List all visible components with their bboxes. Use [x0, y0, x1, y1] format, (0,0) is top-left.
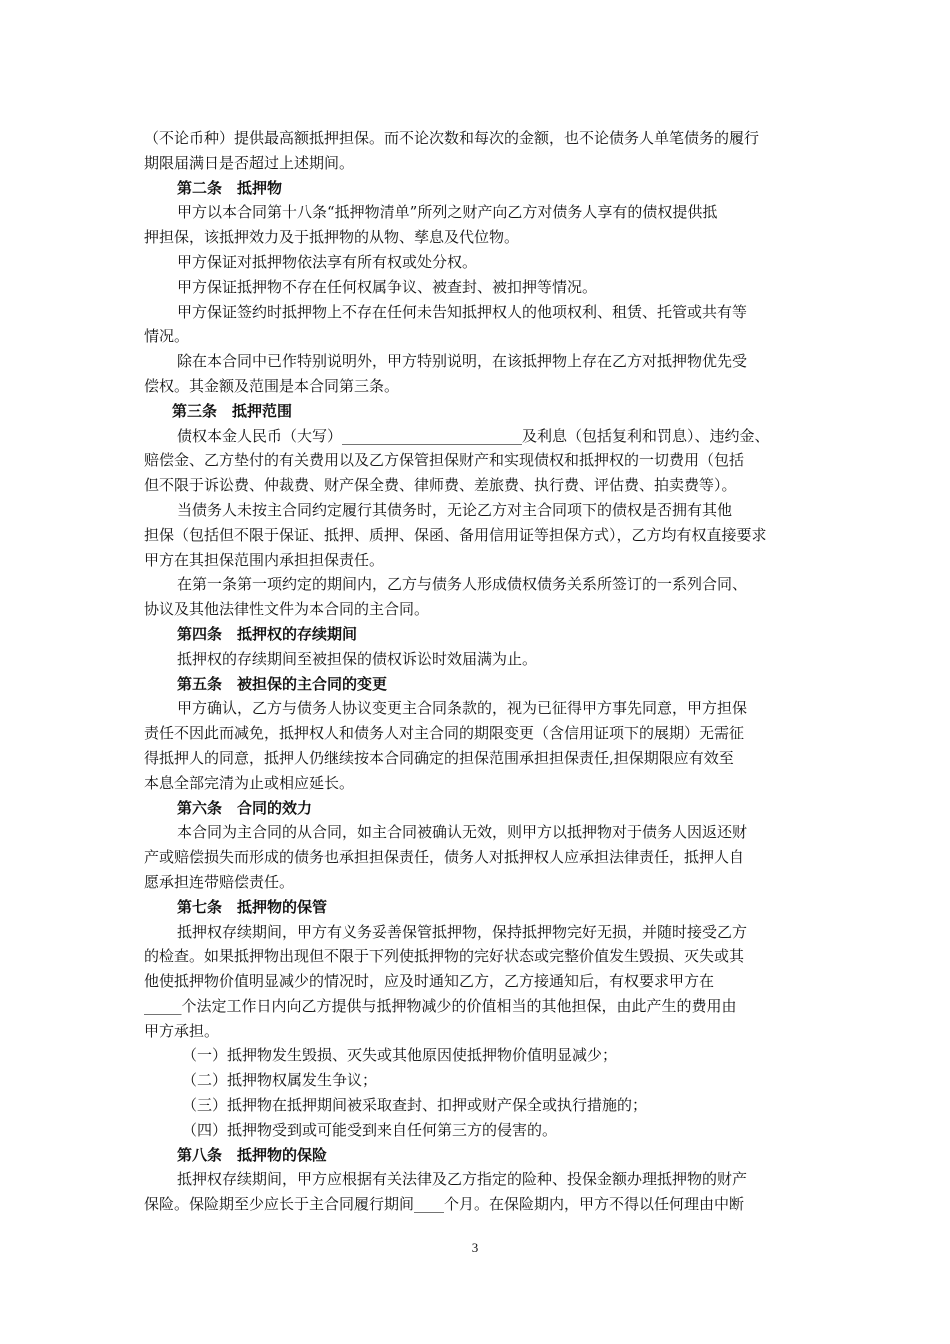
text-line: （二）抵押物权属发生争议；	[182, 1071, 378, 1090]
text-line: 抵押权存续期间，甲方有义务妥善保管抵押物，保持抵押物完好无损，并随时接受乙方	[177, 922, 748, 941]
article-heading: 第八条 抵押物的保险	[177, 1145, 328, 1164]
text-line: （不论币种）提供最高额抵押担保。而不论次数和每次的金额，也不论债务人单笔债务的履行	[144, 129, 760, 147]
text-line: 期限届满日是否超过上述期间。	[144, 153, 355, 172]
text-line: 甲方保证签约时抵押物上不存在任何未告知抵押权人的他项权利、租赁、托管或共有等	[177, 302, 748, 321]
text-line: 但不限于诉讼费、仲裁费、财产保全费、律师费、差旅费、执行费、评估费、拍卖费等）。	[144, 476, 737, 495]
text-line: 除在本合同中已作特别说明外，甲方特别说明，在该抵押物上存在乙方对抵押物优先受	[177, 352, 748, 371]
text-line: 他使抵押物价值明显减少的情况时，应及时通知乙方，乙方接通知后，有权要求甲方在	[144, 972, 715, 991]
text-line: 甲方确认，乙方与债务人协议变更主合同条款的，视为已征得甲方事先同意，甲方担保	[177, 699, 748, 718]
text-line: 押担保，该抵押效力及于抵押物的从物、孳息及代位物。	[144, 228, 520, 247]
document-body	[144, 126, 808, 1217]
text-line: 愿承担连带赔偿责任。	[144, 872, 295, 891]
text-line: 保险。保险期至少应长于主合同履行期间____个月。在保险期内，甲方不得以任何理由中断	[144, 1195, 745, 1214]
text-line: 债权本金人民币（大写）________________________及利息（包括复利和罚息）、违约金、	[177, 426, 770, 445]
article-heading: 第三条 抵押范围	[172, 401, 293, 420]
text-line: 甲方承担。	[144, 1021, 220, 1040]
text-line: 的检查。如果抵押物出现但不限于下列使抵押物的完好状态或完整价值发生毁损、灭失或其	[144, 947, 745, 966]
text-line: 当债务人未按主合同约定履行其债务时，无论乙方对主合同项下的债权是否拥有其他	[177, 500, 733, 519]
article-heading: 第六条 合同的效力	[177, 798, 313, 817]
text-line: 甲方保证对抵押物依法享有所有权或处分权。	[177, 252, 478, 271]
text-line: _____个法定工作日内向乙方提供与抵押物减少的价值相当的其他担保，由此产生的费用由	[144, 996, 737, 1015]
text-line: 甲方保证抵押物不存在任何权属争议、被查封、被扣押等情况。	[177, 277, 598, 296]
text-line: 在第一条第一项约定的期间内，乙方与债务人形成债权债务关系所签订的一系列合同、	[177, 575, 748, 594]
text-line: 协议及其他法律性文件为本合同的主合同。	[144, 600, 430, 619]
article-heading: 第七条 抵押物的保管	[177, 897, 328, 916]
article-heading: 第二条 抵押物	[177, 178, 283, 197]
article-heading: 第五条 被担保的主合同的变更	[177, 674, 388, 693]
text-line: 本合同为主合同的从合同，如主合同被确认无效，则甲方以抵押物对于债务人因返还财	[177, 823, 748, 842]
text-line: 赔偿金、乙方垫付的有关费用以及乙方保管担保财产和实现债权和抵押权的一切费用（包括	[144, 451, 745, 470]
text-line: 本息全部完清为止或相应延长。	[144, 773, 355, 792]
text-line: 产或赔偿损失而形成的债务也承担担保责任，债务人对抵押权人应承担法律责任，抵押人自	[144, 848, 745, 867]
text-line: 甲方在其担保范围内承担担保责任。	[144, 550, 385, 569]
text-line: （三）抵押物在抵押期间被采取查封、扣押或财产保全或执行措施的；	[182, 1096, 648, 1115]
text-line: 得抵押人的同意，抵押人仍继续按本合同确定的担保范围承担担保责任,担保期限应有效至	[144, 748, 734, 767]
text-line: 抵押权存续期间，甲方应根据有关法律及乙方指定的险种、投保金额办理抵押物的财产	[177, 1170, 748, 1189]
text-line: 担保（包括但不限于保证、抵押、质押、保函、备用信用证等担保方式），乙方均有权直接要求	[144, 525, 767, 544]
text-line: （一）抵押物发生毁损、灭失或其他原因使抵押物价值明显减少；	[182, 1046, 618, 1065]
text-line: 甲方以本合同第十八条“抵押物清单”所列之财产向乙方对债务人享有的债权提供抵	[177, 203, 718, 222]
text-line: 责任不因此而减免，抵押权人和债务人对主合同的期限变更（含信用证项下的展期）无需征	[144, 724, 745, 743]
text-line: 偿权。其金额及范围是本合同第三条。	[144, 376, 400, 395]
text-line: 抵押权的存续期间至被担保的债权诉讼时效届满为止。	[177, 649, 538, 668]
page-number: 3	[471, 1240, 479, 1255]
text-line: 情况。	[144, 327, 190, 346]
text-line: （四）抵押物受到或可能受到来自任何第三方的侵害的。	[182, 1120, 558, 1139]
article-heading: 第四条 抵押权的存续期间	[177, 624, 358, 643]
